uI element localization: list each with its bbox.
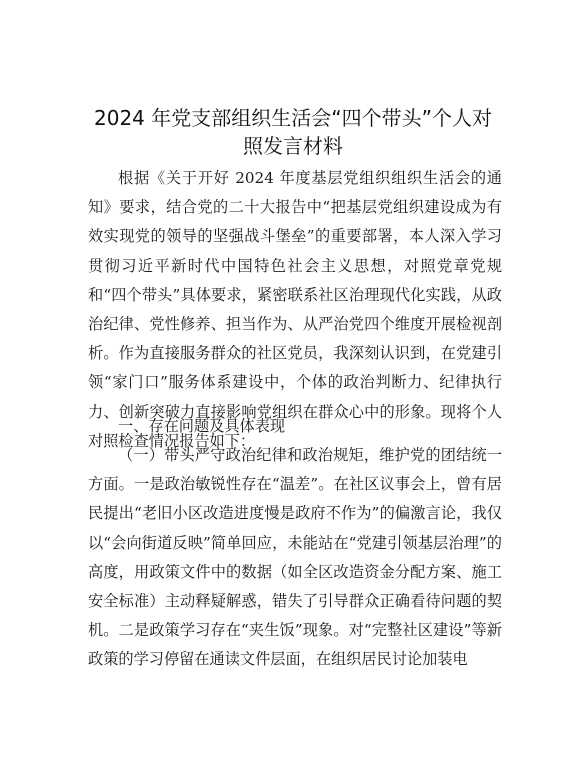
document-title-line-2: 照发言材料: [243, 134, 343, 158]
intro-paragraph: 根据《关于开好 2024 年度基层党组织组织生活会的通知》要求，结合党的二十大报告中“把基层党组织建设成为有效实现党的领导的坚强战斗堡垒”的重要部署，本人深入学习贯彻习近平新时代中国特色社会主义思想，对照党章党规和“四个带头”具体要求，紧密联系社区治理现代化实践，从政治纪律、党性修养、担当作为、从严治党四个维度开展检视剖析。作为直接服务群众的社区党员，我深刻认识到，在党建引领“家门口”服务体系建设中，个体的政治判断力、纪律执行力、创新突破力直接影响党组织在群众心中的形象。现将个人对照检查情况报告如下：: [88, 169, 502, 450]
section-heading: 一、存在问题及具体表现: [118, 417, 286, 435]
document-title-line-1: 2024 年党支部组织生活会“四个带头”个人对: [94, 106, 492, 130]
section-paragraph: （一）带头严守政治纪律和政治规矩，维护党的团结统一方面。一是政治敏锐性存在“温差”。在社区议事会上，曾有居民提出“老旧小区改造进度慢是政府不作为”的偏激言论，我仅以“会向街道反映”简单回应，未能站在“党建引领基层治理”的高度，用政策文件中的数据（如全区改造资金分配方案、施工安全标准）主动释疑解惑，错失了引导群众正确看待问题的契机。二是政策学习存在“夹生饭”现象。对“完整社区建设”等新政策的学习停留在通读文件层面，在组织居民讨论加装电: [88, 446, 502, 669]
